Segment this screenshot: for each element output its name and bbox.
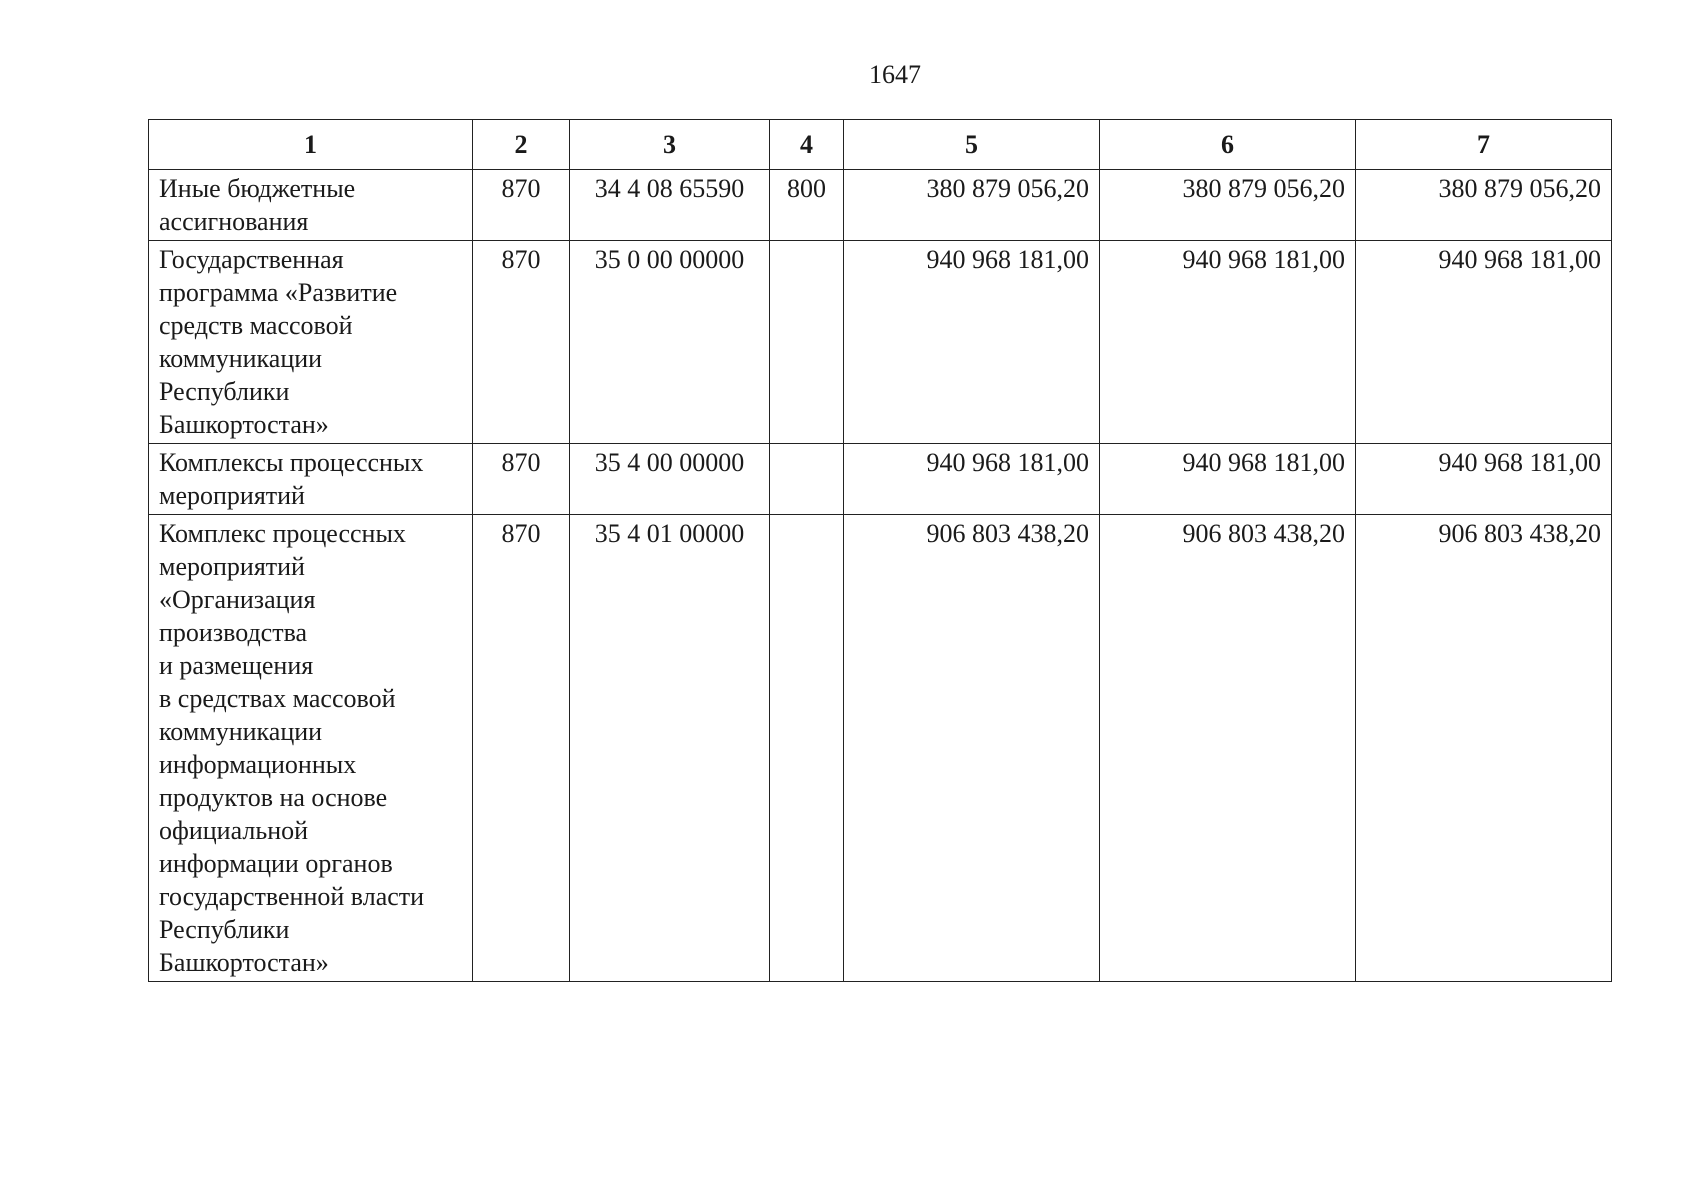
row-target-code: 34 4 08 65590 — [570, 170, 770, 241]
row-amount-6: 940 968 181,00 — [1100, 444, 1356, 515]
row-expense-type — [770, 515, 844, 982]
row-amount-6: 380 879 056,20 — [1100, 170, 1356, 241]
row-name: Комплекс процессных мероприятий «Организация производства и размещения в средствах массовой коммуникации информационных продуктов на основе официальной информации органов государственной власти Республики Башкортостан» — [149, 515, 473, 982]
row-amount-5: 906 803 438,20 — [844, 515, 1100, 982]
row-target-code: 35 0 00 00000 — [570, 241, 770, 444]
row-name: Комплексы процессных мероприятий — [149, 444, 473, 515]
row-admin-code: 870 — [473, 241, 570, 444]
row-name: Иные бюджетные ассигнования — [149, 170, 473, 241]
table-row — [149, 444, 1612, 515]
row-amount-7: 940 968 181,00 — [1356, 444, 1612, 515]
column-header-6: 6 — [1100, 120, 1356, 170]
row-expense-type: 800 — [770, 170, 844, 241]
row-amount-6: 940 968 181,00 — [1100, 241, 1356, 444]
page-number: 1647 — [869, 60, 921, 89]
column-header-4: 4 — [770, 120, 844, 170]
column-header-3: 3 — [570, 120, 770, 170]
row-target-code: 35 4 01 00000 — [570, 515, 770, 982]
row-name: Государственная программа «Развитие средств массовой коммуникации Республики Башкортостан» — [149, 241, 473, 444]
row-amount-5: 940 968 181,00 — [844, 241, 1100, 444]
row-expense-type — [770, 241, 844, 444]
column-header-2: 2 — [473, 120, 570, 170]
row-expense-type — [770, 444, 844, 515]
column-header-5: 5 — [844, 120, 1100, 170]
column-header-1: 1 — [149, 120, 473, 170]
row-admin-code: 870 — [473, 515, 570, 982]
row-admin-code: 870 — [473, 444, 570, 515]
row-amount-7: 906 803 438,20 — [1356, 515, 1612, 982]
table-row — [149, 515, 1612, 982]
row-amount-6: 906 803 438,20 — [1100, 515, 1356, 982]
row-amount-7: 380 879 056,20 — [1356, 170, 1612, 241]
table-row — [149, 170, 1612, 241]
budget-table — [148, 119, 1612, 982]
row-amount-5: 380 879 056,20 — [844, 170, 1100, 241]
table-row — [149, 241, 1612, 444]
header-row — [149, 120, 1612, 170]
row-admin-code: 870 — [473, 170, 570, 241]
row-amount-5: 940 968 181,00 — [844, 444, 1100, 515]
row-target-code: 35 4 00 00000 — [570, 444, 770, 515]
column-header-7: 7 — [1356, 120, 1612, 170]
row-amount-7: 940 968 181,00 — [1356, 241, 1612, 444]
